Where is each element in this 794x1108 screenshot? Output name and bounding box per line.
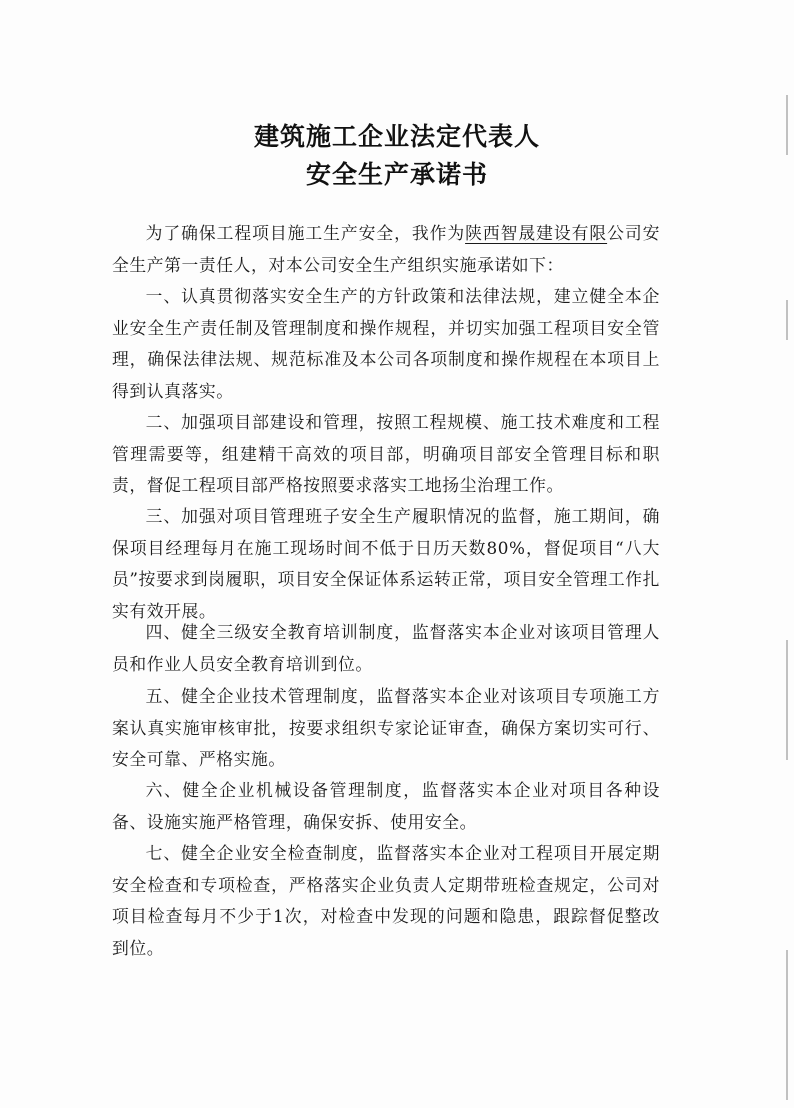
- commitment-item-7: 七、健全企业安全检查制度，监督落实本企业对工程项目开展定期安全检查和专项检查，严格落实企业负责人定期带班检查规定，公司对项目检查每月不少于1次，对检查中发现的问题和隐患，跟踪督促整改到位。: [112, 843, 660, 958]
- intro-prefix: 为了确保工程项目施工生产安全，我作为: [145, 223, 466, 243]
- commitment-item-1: 一、认真贯彻落实安全生产的方针政策和法律法规，建立健全本企业安全生产责任制及管理制度和操作规程，并切实加强工程项目安全管理，确保法律法规、规范标准及本公司各项制度和操作规程在本项目上得到认真落实。: [112, 286, 660, 401]
- company-name: 陕西智晟建设有限: [465, 223, 608, 243]
- commitment-item-2: 二、加强项目部建设和管理，按照工程规模、施工技术难度和工程管理需要等，组建精干高效的项目部，明确项目部安全管理目标和职责，督促工程项目部严格按照要求落实工地扬尘治理工作。: [112, 412, 660, 495]
- commitment-item-5: 五、健全企业技术管理制度，监督落实本企业对该项目专项施工方案认真实施审核审批，按要求组织专家论证审查，确保方案切实可行、安全可靠、严格实施。: [112, 686, 660, 769]
- commitment-item-4: 四、健全三级安全教育培训制度，监督落实本企业对该项目管理人员和作业人员安全教育培训到位。: [112, 622, 660, 674]
- scan-edge-mark: [786, 300, 788, 340]
- intro-suffix: 公司安全生产第一责任人，对本公司安全生产组织实施承诺如下：: [112, 223, 660, 275]
- commitment-item-3: 三、加强对项目管理班子安全生产履职情况的监督，施工期间，确保项目经理每月在施工现场时间不低于日历天数80%，督促项目“八大员”按要求到岗履职，项目安全保证体系运转正常，项目安全管理工作扎实有效开展。: [112, 506, 660, 621]
- scan-edge-mark: [786, 950, 788, 1100]
- commitment-item-6: 六、健全企业机械设备管理制度，监督落实本企业对项目各种设备、设施实施严格管理，确保安拆、使用安全。: [112, 780, 660, 832]
- intro-paragraph: [112, 218, 660, 281]
- document-title-line2: 安全生产承诺书: [305, 160, 488, 189]
- scan-edge-mark: [786, 640, 788, 760]
- document-title-line1: 建筑施工企业法定代表人: [253, 122, 540, 151]
